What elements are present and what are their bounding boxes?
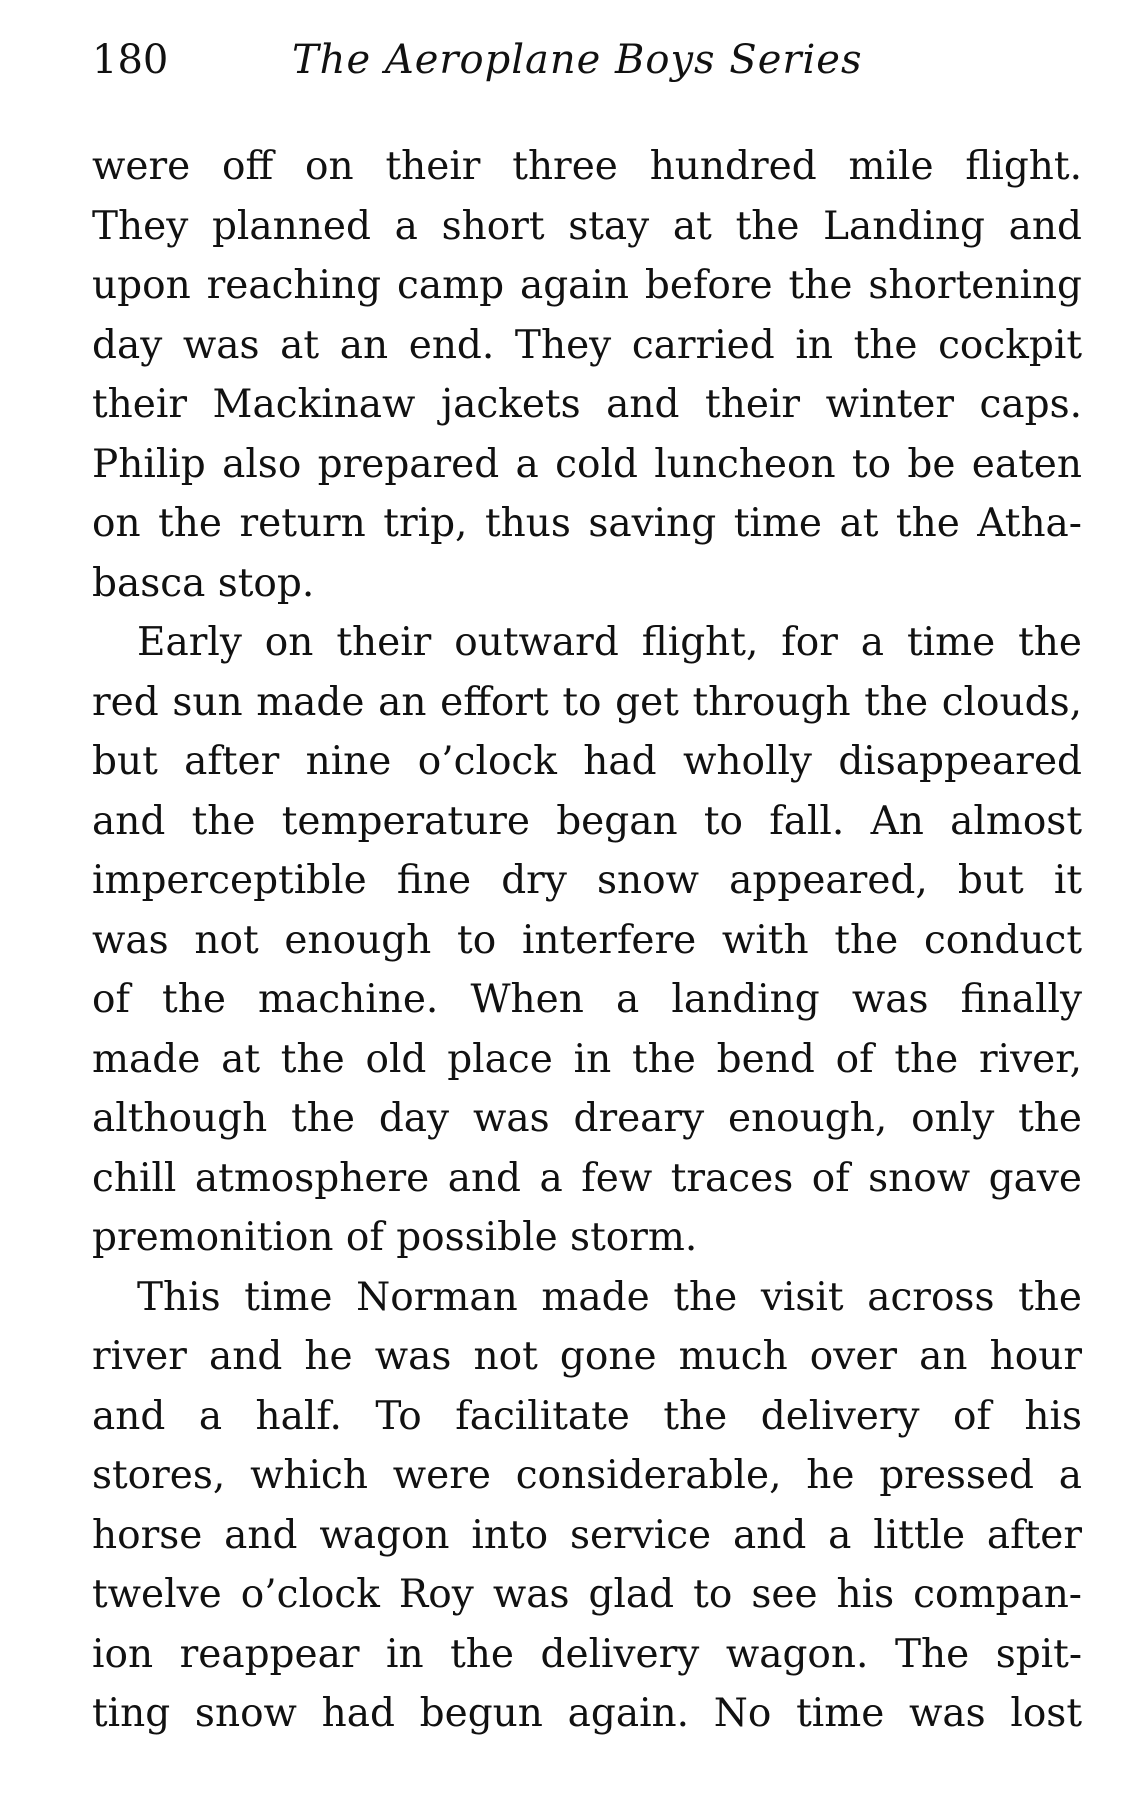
text-line: upon reaching camp again before the shortening <box>92 263 1082 308</box>
text-line: made at the old place in the bend of the river, <box>92 1036 1082 1082</box>
text-line: although the day was dreary enough, only the <box>92 1096 1082 1141</box>
body-text <box>92 137 1082 1744</box>
text-line: of the machine. When a landing was finally <box>92 977 1082 1022</box>
text-line: basca stop. <box>92 560 315 606</box>
text-line: red sun made an effort to get through the clouds, <box>92 679 1082 725</box>
text-line: but after nine o’clock had wholly disappeared <box>92 739 1082 784</box>
text-line: ting snow had begun again. No time was lost <box>92 1691 1082 1736</box>
page-header <box>92 30 1092 90</box>
text-line: river and he was not gone much over an hour <box>92 1334 1082 1379</box>
text-line: their Mackinaw jackets and their winter caps. <box>92 382 1082 427</box>
text-line: horse and wagon into service and a little after <box>92 1512 1082 1558</box>
text-line: twelve o’clock Roy was glad to see his compan- <box>92 1572 1082 1617</box>
text-line: stores, which were considerable, he pressed a <box>92 1453 1082 1498</box>
text-line: imperceptible fine dry snow appeared, but it <box>92 858 1082 903</box>
text-line: ion reappear in the delivery wagon. The spit- <box>92 1631 1082 1677</box>
text-line: and a half. To facilitate the delivery of his <box>92 1393 1082 1439</box>
page-number: 180 <box>92 37 169 83</box>
text-line: on the return trip, thus saving time at the Atha- <box>92 501 1082 546</box>
paragraph-first-line: This time Norman made the visit across the <box>137 1274 1082 1320</box>
text-line: Philip also prepared a cold luncheon to be eaten <box>92 441 1082 487</box>
text-line: and the temperature began to fall. An almost <box>92 798 1082 844</box>
text-line: chill atmosphere and a few traces of snow gave <box>92 1155 1082 1201</box>
running-title: The Aeroplane Boys Series <box>292 37 863 83</box>
text-line: premonition of possible storm. <box>92 1215 698 1260</box>
paragraph-first-line: Early on their outward flight, for a time the <box>137 620 1082 665</box>
text-line: day was at an end. They carried in the cockpit <box>92 322 1082 368</box>
text-line: They planned a short stay at the Landing and <box>92 203 1082 249</box>
text-line: were off on their three hundred mile flight. <box>92 144 1082 189</box>
text-line: was not enough to interfere with the conduct <box>92 917 1082 963</box>
